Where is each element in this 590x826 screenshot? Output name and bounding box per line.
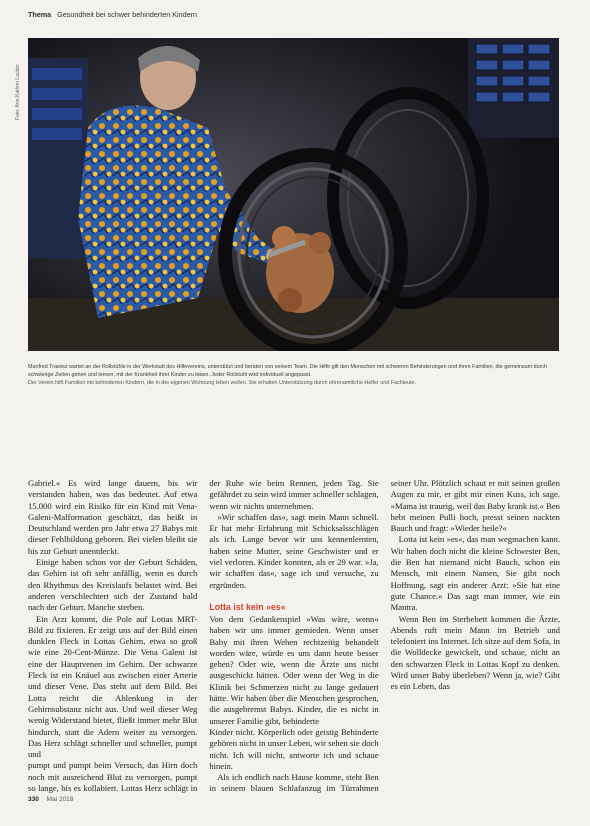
article-paragraph: Wenn Ben im Sterbebett kommen die Ärzte, Abends ruft mein Mann im Betrieb und telefoniert ins Internet. Ich sitze auf dem Sofa, in die Wolldecke gewickelt, und schaue, nicht an den schwarzen Fleck in Lottas Kopf zu denken. Wird unser Baby überleben? Wenn ja, wie? Gibt es ein Leben, das [390, 613, 560, 692]
article-photo [28, 38, 559, 351]
photo-credit: Foto: Ann-Kathrin Lauber [15, 64, 21, 120]
article-paragraph: Gabriel.« Es wird lange dauern, bis wir verstanden haben, was das bedeutet. Auf etwa 15.000 wird ein Risiko für ein Kind mit Vena-Galeni-Malformation geschätzt, das heißt in Deutschland werden pro Jahr etwa 27 Babys mit dieser Fehlbildung geboren. Bei vielen bleibt sie bis zur Geburt unentdeckt. [28, 478, 198, 556]
caption-text: Manfred Trawisz wartet an der Rollstühle in der Werkstatt des Hilfevereins, unterstützt und beraten von seinem Team. Die Hilfe gilt den Menschen mit schweren Behinderungen und ihren Familien, die gemeinsam durch schwierige Zeiten gehen und lernen, mit der Krankheit ihrer Kinder zu leben. Jeder Rollstuhl wird individuell angepasst. [28, 364, 548, 379]
article-paragraph: Von dem Gedankenspiel »Was wäre, wenn« haben wir uns immer gemieden. Wenn unser Baby mit ihren Wehen rechtzeitig behandelt worden wäre, würde es uns dann heute besser gehen? Oder wie, wenn die Ärzte uns nicht ausgeschickt hätten. Oder wenn der Weg in die Klinik bei Schmerzen nicht zu lange gedauert hätte. Wir haben über die Menschen gesprochen, die ausgebremst Babys. Kinder, die es nicht in unserer Familie gibt, behinderte [209, 613, 379, 726]
caption-credit-line: Der Verein hilft Familien mit behinderten Kindern, die in der eigenen Wohnung leben wollen. Sie erhalten Unterstützung durch ehrenamtliche Helfer und Fachleute. [28, 380, 416, 387]
page-footer [28, 796, 328, 803]
article-paragraph: Kinder nicht. Körperlich oder geistig Behinderte gehören nicht in unser Leben, wir sehen sie doch nicht. Ich will nicht, antworte ich und schaue hinein. [209, 726, 379, 771]
publication-name: Mai 2018 [46, 796, 74, 803]
section-subtitle: Gesundheit bei schwer behinderten Kindern [57, 10, 198, 19]
workshop-photo-illustration [28, 38, 559, 351]
article-paragraph: Als ich endlich nach Hause komme, steht Ben in seinem blauen Schlafanzug im Türrahmen seiner Uhr. Plötzlich schaut er mit seinen großen Augen zu mir, er gibt mir einen Kuss, ich sage. »Mama ist traurig, weil das Baby krank ist.« Ben hebt meinen Pulli hoch, presst seinen nackten Bauch und fragt: »Wieder heile?« [209, 478, 560, 794]
article-body [28, 478, 560, 796]
section-label: Thema [28, 10, 52, 19]
photo-caption [28, 363, 560, 388]
article-paragraph: Einige haben schon vor der Geburt Schäden, das Gehirn ist oft sehr anfällig, wenn es durch den Rhythmus des Kreislaufs belastet wird. Bei anderen verschlechtert sich der Zustand bald nach der Geburt. Manche sterben. [28, 557, 198, 613]
article-paragraph: pumpt und pumpt beim Versuch, das Hirn doch noch mit ausreichend Blut zu versorgen, pumpt so lange, bis es kollabiert. Lottas Herz schlägt in der Ruhe wie beim Rennen, jeden Tag. Sie gefährdet zu sein wird immer schneller schlagen, wenn wir nichts unternehmen. [28, 478, 379, 794]
article-paragraph: Lotta ist kein »es«, das man wegmachen kann. Wir haben doch nicht die kleine Schwester Ben, die Ben hat niemand nicht Bauch, schon ein Mensch, mit einem Namen, Sie gibt noch Hoffnung, sagt ein anderer Arzt: »Sie hat eine gute Chance.« Das sagt man immer, wie ein Mantra. [390, 534, 560, 613]
page-number: 330 [28, 796, 39, 803]
article-quote-paragraph: »Wir schaffen das«, sagt mein Mann schnell. Er hat mehr Erfahrung mit Schicksalsschlägen als ich. Lange bevor wir uns kennenlernten, haben seine Mutter, seine Geschwister und er viel verloren. Kinder konnten, als er 29 war. »Ja, wir schaffen das«, sage ich und versuche, zu ergründen. [209, 511, 379, 590]
page-header [28, 10, 558, 19]
article-paragraph: Ein Arzt kommt, die Pole auf Lottas MRT-Bild zu fixieren. Er zeigt uns auf der Bild einen dunklen Fleck in Lottas Gehirn, etwa so groß wie eine 20-Cent-Münze. Die Vena Galeni ist eine der Hauptvenen im Gehirn. Der schwarze Fleck ist ein Knäuel aus zwischen einer Arterie und dieser Vene. Das steht auf dem Bild. Bei Lotta reicht die Ablenkung in der Gehirnsubstanz nicht aus. Und weil dieser Weg wenig Widerstand bietet, fließt immer mehr Blut hindurch, statt die Adern weiter zu versorgen. Das Herz schlägt schneller und schneller, pumpt und [28, 613, 198, 760]
article-subheading: Lotta ist kein »es« [209, 601, 286, 612]
